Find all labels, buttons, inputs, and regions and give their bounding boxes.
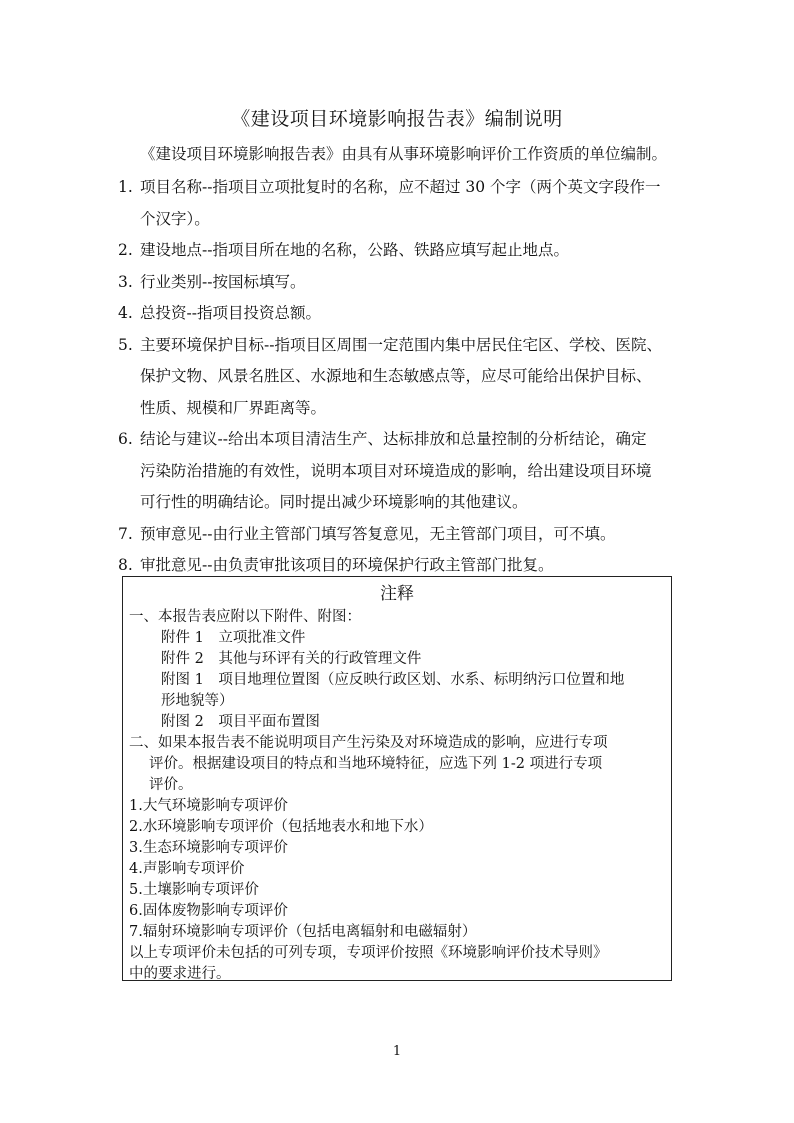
attachment-item: 附件 2 其他与环评有关的行政管理文件	[161, 651, 422, 667]
attachment-item: 附图 1 项目地理位置图（应反映行政区划、水系、标明纳污口位置和地	[161, 672, 625, 688]
list-item-line: 个汉字）。	[140, 209, 210, 228]
list-item-line: 结论与建议--给出本项目清洁生产、达标排放和总量控制的分析结论，确定	[140, 430, 647, 448]
list-item-text	[140, 424, 678, 519]
evaluation-item: 7.辐射环境影响专项评价（包括电离辐射和电磁辐射）	[129, 924, 477, 940]
evaluation-item: 3.生态环境影响专项评价	[129, 840, 288, 856]
notes-closing	[129, 943, 665, 985]
closing-line: 以上专项评价未包括的可列专项，专项评价按照《环境影响评价技术导则》	[129, 945, 608, 961]
list-item	[118, 330, 678, 425]
list-item-line: 建设地点--指项目所在地的名称，公路、铁路应填写起止地点。	[140, 241, 569, 259]
list-item-line: 项目名称--指项目立项批复时的名称，应不超过 30 个字（两个英文字段作一	[140, 178, 661, 196]
list-item	[118, 519, 678, 551]
notes-box	[122, 576, 672, 981]
notes-heading: 注释	[380, 584, 414, 604]
list-item	[118, 424, 678, 519]
section-2-line: 二、如果本报告表不能说明项目产生污染及对环境造成的影响，应进行专项	[129, 735, 608, 751]
list-item-number: 1.	[118, 178, 133, 196]
document-title: 《建设项目环境影响报告表》编制说明	[231, 108, 563, 130]
instruction-list	[118, 172, 678, 582]
attachment-item: 附图 2 项目平面布置图	[161, 714, 320, 730]
list-item-line: 保护文物、风景名胜区、水源地和生态敏感点等，应尽可能给出保护目标、	[140, 367, 652, 385]
evaluation-item: 2.水环境影响专项评价（包括地表水和地下水）	[129, 819, 433, 835]
evaluation-list	[129, 796, 665, 943]
page-number: 1	[392, 1044, 402, 1059]
list-item-line: 主要环境保护目标--指项目区周围一定范围内集中居民住宅区、学校、医院、	[140, 335, 662, 354]
list-item-text	[140, 172, 678, 235]
evaluation-item: 6.固体废物影响专项评价	[129, 903, 288, 919]
notes-section-2	[129, 733, 665, 796]
list-item-line: 行业类别--按国标填写。	[140, 272, 306, 291]
attachment-list	[129, 628, 665, 733]
intro-paragraph: 《建设项目环境影响报告表》由具有从事环境影响评价工作资质的单位编制。	[140, 145, 668, 163]
list-item-text	[140, 298, 678, 330]
notes-section-1: 一、本报告表应附以下附件、附图：	[129, 609, 361, 625]
list-item-line: 性质、规模和厂界距离等。	[140, 398, 327, 417]
list-item-text	[140, 330, 678, 425]
list-item-line: 预审意见--由行业主管部门填写答复意见，无主管部门项目，可不填。	[140, 524, 616, 543]
list-item-number: 6.	[118, 430, 133, 448]
section-2-line: 评价。	[149, 777, 193, 793]
list-item-text	[140, 235, 678, 267]
list-item-line: 总投资--指项目投资总额。	[140, 304, 321, 322]
list-item-text	[140, 267, 678, 299]
evaluation-item: 4.声影响专项评价	[129, 861, 245, 877]
list-item-number: 5.	[118, 335, 133, 354]
attachment-item: 形地貌等）	[161, 693, 234, 709]
list-item-number: 2.	[118, 241, 133, 259]
list-item-number: 4.	[118, 304, 133, 322]
list-item	[118, 172, 678, 235]
list-item-line: 审批意见--由负责审批该项目的环境保护行政主管部门批复。	[140, 556, 554, 574]
evaluation-item: 5.土壤影响专项评价	[129, 882, 259, 898]
section-2-line: 评价。根据建设项目的特点和当地环境特征，应选下列 1-2 项进行专项	[149, 756, 603, 772]
list-item	[118, 267, 678, 299]
list-item-number: 8.	[118, 556, 133, 574]
attachment-item: 附件 1 立项批准文件	[161, 630, 306, 646]
closing-line: 中的要求进行。	[129, 966, 231, 982]
list-item-line: 可行性的明确结论。同时提出减少环境影响的其他建议。	[140, 493, 528, 511]
list-item-number: 7.	[118, 524, 133, 543]
list-item	[118, 235, 678, 267]
list-item-text	[140, 519, 678, 551]
list-item-line: 污染防治措施的有效性，说明本项目对环境造成的影响，给出建设项目环境	[140, 461, 652, 480]
list-item-number: 3.	[118, 272, 133, 291]
evaluation-item: 1.大气环境影响专项评价	[129, 798, 288, 814]
list-item	[118, 298, 678, 330]
